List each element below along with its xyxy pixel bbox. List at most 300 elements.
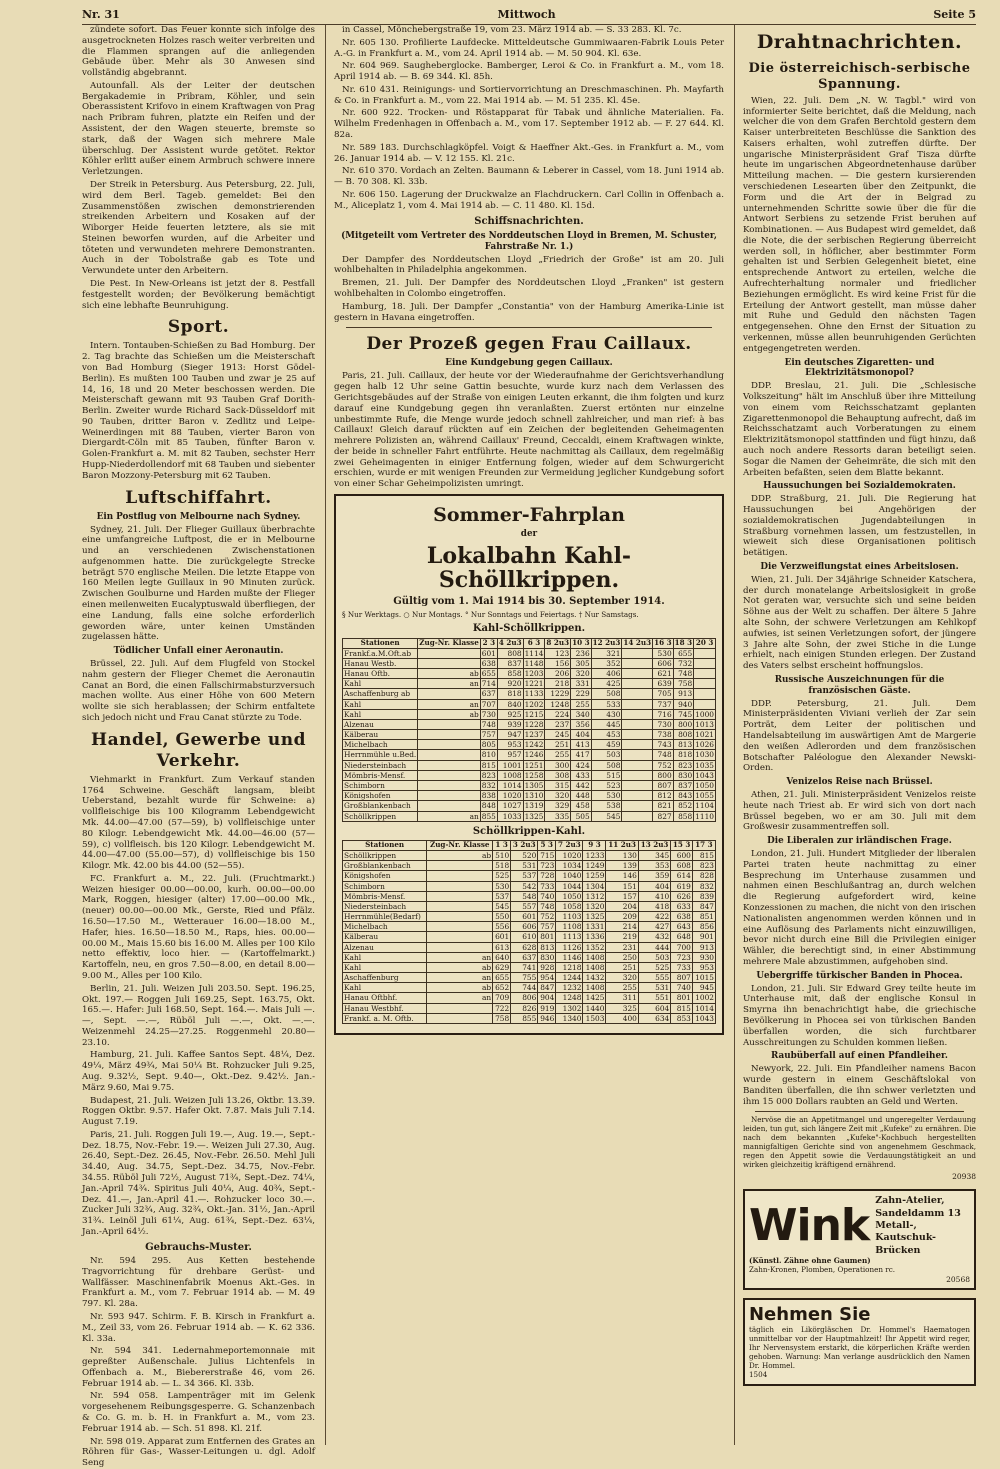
- timetable-cell: 621: [653, 669, 674, 679]
- subheading: Eine Kundgebung gegen Caillaux.: [445, 358, 613, 369]
- timetable-cell: 1040: [556, 871, 583, 881]
- timetable-cell: 545: [591, 811, 622, 821]
- timetable-station: Mömbris-Mensf.: [343, 891, 427, 901]
- timetable-cell: 508: [591, 760, 622, 770]
- timetable-station: Hanau Westb.: [343, 658, 418, 668]
- timetable-cell: 851: [692, 912, 715, 922]
- timetable-cell: 1043: [695, 770, 714, 780]
- timetable-cell: 1055: [695, 791, 714, 801]
- timetable-row: [343, 730, 716, 740]
- timetable-cell: 1008: [497, 770, 523, 780]
- timetable-cell: 413: [571, 740, 592, 750]
- timetable-cell: 518: [493, 861, 511, 871]
- timetable-cell: 1248: [545, 699, 571, 709]
- timetable-station: Niedersteinbach: [343, 760, 418, 770]
- timetable-row: [343, 922, 716, 932]
- timetable-cell: [622, 709, 653, 719]
- timetable-header-cell: 18 3: [674, 637, 693, 647]
- paragraph: Der Dampfer des Norddeutschen Lloyd „Friedrich der Große" ist am 20. Juli wohlbehalten in Philadelphia angekommen.: [334, 254, 724, 276]
- timetable-cell: 459: [591, 740, 622, 750]
- timetable-header-cell: 12 2u3: [592, 637, 621, 647]
- timetable-cell: 520: [511, 851, 538, 861]
- timetable-cell: an: [418, 699, 480, 709]
- timetable-cell: 807: [653, 781, 674, 791]
- timetable-station: Frankf. a. M. Oftb.: [343, 1013, 427, 1023]
- timetable-cell: [427, 912, 493, 922]
- timetable-row: [343, 952, 716, 962]
- timetable-cell: 805: [481, 740, 496, 750]
- timetable-cell: 1030: [695, 750, 714, 760]
- timetable-cell: 741: [511, 962, 538, 972]
- timetable-station: Schöllkrippen: [343, 851, 427, 861]
- timetable-cell: 224: [545, 709, 571, 719]
- paragraph: Wien, 22. Juli. Dem „N. W. Tagbl." wird von informierter Seite berichtet, daß die Meldung, nach welcher die von dem Grafen Berchtold gestern dem Kaiser unterbreiteten Beschlüsse die Sanktion des Kaisers erhalten, wohl zutreffen dürfte. Der ungarische Ministerpräsident Graf Tisza dürfte heute im ungarischen Abgeordnetenhause darüber Mitteilung machen. — Die gestern kursierenden verschiedenen Lesearten über den Zeitpunkt, die Form und die Art der in Belgrad zu unternehmenden Schritte sowie über die für die Antwort Serbiens zu setzende Frist beruhen auf Kombinationen. — Aus Budapest wird gemeldet, daß die Note, die der serbischen Regierung überreicht werden soll, in höflicher, aber bestimmter Form gehalten ist und Serbien Gelegenheit bietet, eine entsprechende Antwort zu erteilen, welche die Aufrechterhaltung normaler und friedlicher Beziehungen ermöglicht. Es wird keine Frist für die Erteilung der Antwort gestellt, man müsse daher mit Ruhe und Geduld den nächsten Tagen entgegensehen. Ohne den Ernst der Situation zu verkennen, müsse allen beunruhigenden Gerüchten entgegengetreten werden.: [742, 95, 976, 354]
- timetable-cell: 542: [511, 881, 538, 891]
- timetable-cell: 231: [606, 942, 638, 952]
- timetable-cell: 714: [481, 679, 496, 689]
- timetable-cell: 920: [497, 679, 523, 689]
- timetable-cell: 1001: [497, 760, 523, 770]
- timetable-cell: 219: [606, 932, 638, 942]
- paragraph: Nr. 606 150. Lagerung der Druckwalze an Flachdruckern. Carl Collin in Offenbach a. M., Aliceplatz 1, vom 4. Mai 1914 ab. — C. 11 480. Kl. 15d.: [334, 189, 724, 211]
- paragraph: Nr. 605 130. Profilierte Laufdecke. Mitteldeutsche Gummiwaaren-Fabrik Louis Peter A.-G. in Frankfurt a. M., vom 24. April 1914 ab. — M. 50 904. Kl. 63e.: [334, 37, 724, 59]
- timetable-cell: 1340: [556, 1013, 583, 1023]
- timetable-cell: 523: [591, 781, 622, 791]
- section-title-handel: Handel, Gewerbe und Verkehr.: [91, 729, 306, 771]
- timetable-cell: [427, 1013, 493, 1023]
- timetable-cell: 329: [545, 801, 571, 811]
- timetable-cell: 453: [591, 730, 622, 740]
- timetable-cell: [427, 871, 493, 881]
- timetable-cell: 1104: [695, 801, 714, 811]
- timetable-cell: 237: [545, 719, 571, 729]
- paragraph: Viehmarkt in Frankfurt. Zum Verkauf standen 1764 Schweine. Geschäft langsam, bleibt Ueberstand, bezahlt wurde für Schweine: a) vollfleischige bis 100 Kilogramm Lebendgewicht Mk. 44.00—47.00 (57—59), b) vollfleischige unter 80 Kilogr. Lebendgewicht Mk. 44.00—46.00 (57—59), c) vollfleisch. bis 120 Kilogr. Lebendgewicht M. 44.00—47.00 (55.00—57), d) vollfleischige bis 150 Kilogr. Mk. 42.00 bis 44.00 (52—55).: [82, 774, 316, 872]
- timetable-cell: 813: [538, 942, 556, 952]
- timetable-cell: 1114: [524, 648, 544, 658]
- timetable-cell: 315: [545, 781, 571, 791]
- timetable-cell: 305: [571, 658, 592, 668]
- timetable-row: [343, 791, 716, 801]
- timetable-row: [343, 699, 716, 709]
- timetable-cell: 848: [481, 801, 496, 811]
- timetable-legend: § Nur Werktags. ○ Nur Montags. ° Nur Sonntags und Feiertags. † Nur Samstags.: [342, 609, 639, 619]
- timetable-cell: 320: [545, 791, 571, 801]
- paragraph: Budapest, 21. Juli. Weizen Juli 13.26, Oktbr. 13.39. Roggen Oktbr. 9.57. Hafer Okt. 7.87. Mais Juli 7.14. August 7.19.: [82, 1095, 316, 1128]
- running-head: [82, 4, 976, 25]
- paragraph: Nr. 594 341. Ledernahmeportemonnaie mit gepreßter Außenschale. Julius Lichtenfels in Offenbach a. M., Biebererstraße 46, vom 26. Februar 1914 ab. — L. 34 366. Kl. 33b.: [82, 1346, 316, 1389]
- timetable-cell: 801: [538, 932, 556, 942]
- timetable-cell: [418, 770, 480, 780]
- timetable-cell: 723: [538, 861, 556, 871]
- timetable-cell: 730: [653, 719, 674, 729]
- timetable-cell: 503: [591, 750, 622, 760]
- timetable-header-cell: Stationen: [343, 638, 418, 648]
- timetable-cell: 548: [511, 891, 538, 901]
- timetable-cell: 1002: [692, 993, 715, 1003]
- paragraph: Nr. 604 969. Saugheberglocke. Bamberger, Leroi & Co. in Frankfurt a. M., vom 18. April 1914 ab. — B. 69 344. Kl. 85h.: [334, 61, 724, 83]
- timetable-cell: 743: [653, 740, 674, 750]
- timetable-cell: 1310: [524, 791, 544, 801]
- timetable-header-cell: 17 3: [692, 841, 715, 851]
- timetable-cell: 1432: [583, 973, 606, 983]
- timetable-cell: an: [418, 811, 480, 821]
- timetable-cell: 418: [638, 901, 670, 911]
- paragraph: Der Streik in Petersburg. Aus Petersburg, 22. Juli, wird dem Berl. Tageb. gemeldet: Bei den Zusammenstößen zwischen demonstrierenden streikenden Arbeitern und Kosaken auf der Wiborger Heide feuerten letztere, als sie mit Steinen beworfen wurden, auf die Arbeiter und töteten und verwundeten mehrere Demonstranten. Auch in der Tobolstraße gab es Tote und Verwundete unter den Arbeitern.: [82, 179, 316, 277]
- timetable-cell: 745: [673, 709, 694, 719]
- timetable-cell: 800: [673, 719, 694, 729]
- timetable-header-cell: 7 2u3: [556, 841, 583, 851]
- timetable-row: [343, 679, 716, 689]
- timetable-header-cell: Stationen: [343, 841, 427, 851]
- advert-code: 20938: [952, 1171, 976, 1181]
- timetable-cell: 945: [692, 983, 715, 993]
- timetable-cell: 1352: [583, 942, 606, 952]
- timetable-cell: 1248: [556, 993, 583, 1003]
- timetable-cell: 1244: [556, 973, 583, 983]
- timetable-cell: 325: [606, 1003, 638, 1013]
- subheading: (Mitgeteilt vom Vertreter des Norddeutschen Lloyd in Bremen, M. Schuster, Fahrstraße Nr. 1.): [341, 230, 717, 252]
- timetable-cell: 525: [493, 871, 511, 881]
- timetable-cell: 331: [571, 679, 592, 689]
- advert-line: Zahn-Atelier, Sandeldamm 13: [875, 1195, 961, 1219]
- timetable-cell: 806: [511, 993, 538, 1003]
- timetable-cell: [694, 679, 716, 689]
- timetable-cell: 634: [638, 1013, 670, 1023]
- timetable-cell: 1312: [583, 891, 606, 901]
- timetable-station: Hanau Oftb.: [343, 669, 418, 679]
- paragraph: Hamburg, 18. Juli. Der Dampfer „Constantia" von der Hamburg Amerika-Linie ist gestern in Havana eingetroffen.: [334, 301, 724, 323]
- timetable-station: Frankf.a.M.Oft.ab: [343, 648, 418, 658]
- timetable-cell: 1050: [695, 781, 714, 790]
- timetable-cell: 913: [692, 942, 715, 952]
- timetable-row: [343, 1003, 716, 1013]
- timetable-row: [343, 689, 716, 699]
- section-title-luftschiffahrt: Luftschiffahrt.: [125, 487, 272, 508]
- timetable-cell: 321: [591, 648, 622, 658]
- timetable-row: [343, 669, 716, 679]
- page-issue-number: Nr. 31: [82, 7, 120, 21]
- timetable-cell: 1202: [524, 699, 544, 709]
- timetable-cell: 838: [481, 791, 496, 801]
- timetable-cell: [418, 689, 480, 699]
- timetable-cell: 1304: [583, 881, 606, 891]
- timetable-cell: 404: [638, 881, 670, 891]
- timetable-cell: 250: [606, 952, 638, 962]
- timetable-cell: 1110: [695, 811, 714, 821]
- timetable-cell: 626: [671, 891, 693, 901]
- timetable-der: der: [520, 528, 538, 539]
- timetable-cell: 604: [638, 1003, 670, 1013]
- timetable-cell: 530: [493, 881, 511, 891]
- timetable-cell: 939: [497, 719, 523, 729]
- timetable-cell: 557: [511, 901, 538, 911]
- paragraph: FC. Frankfurt a. M., 22. Juli. (Fruchtmarkt.) Weizen hiesiger 00.00—00.00, kurh. 00.00—00.00 Mark, Roggen, hiesiger (alter) 17.00—00.00 Mk., (neuer) 00.00—00.00 Mk., Gerste, Ried und Pfälz. 16.50—17.50 M., Wetterauer 16.00—18.00 M., Hafer, hies. 16.50—18.50 M., Raps, hies. 00.00—00.00 M., Mais 15.60 bis 16.00 M. Alles per 100 Kilo netto effektiv, loco hier. — (Kartoffelmarkt.) Kartoffeln, neu, en gros 7.50—8.00, en detail 8.00—9.00 M., Alles per 100 Kilo.: [82, 873, 316, 981]
- timetable-cell: ab: [418, 709, 480, 719]
- timetable-cell: 352: [591, 658, 622, 668]
- timetable-cell: 1320: [583, 901, 606, 911]
- timetable-cell: [622, 719, 653, 729]
- timetable-cell: 733: [538, 881, 556, 891]
- paragraph: London, 21. Juli. Hundert Mitglieder der liberalen Partei traten heute nachmittag zu einer Besprechung im Unterhause zusammen und nahmen einen Beschlußantrag an, durch welchen die Regierung aufgefordert wird, keine Konzessionen zu machen, die nicht von den irischen Nationalisten angenommen werden können und in eine Auflösung des Parlaments nicht einzuwilligen, bevor nicht durch eine Bill die Privilegien einiger Wähler, die berechtigt sind, in einer Abstimmung mehrere Male abzustimmen, aufgehoben sind.: [742, 849, 976, 967]
- timetable-station: Kälberau: [343, 932, 427, 942]
- timetable-station: Großblankenbach: [343, 801, 418, 811]
- subheading-schiffsnachrichten: Schiffsnachrichten.: [474, 215, 584, 227]
- timetable-cell: 1034: [556, 861, 583, 871]
- timetable-cell: [622, 658, 653, 668]
- timetable-cell: [427, 942, 493, 952]
- timetable-station: Michelbach: [343, 922, 427, 932]
- timetable-cell: 218: [545, 679, 571, 689]
- timetable-cell: [427, 891, 493, 901]
- timetable-station: Großblankenbach: [343, 861, 427, 871]
- timetable-cell: 830: [538, 952, 556, 962]
- timetable-cell: 606: [511, 922, 538, 932]
- timetable-cell: 601: [481, 648, 496, 658]
- timetable-station: Niedersteinbach: [343, 901, 427, 911]
- timetable-cell: 1331: [583, 922, 606, 932]
- timetable-cell: [622, 730, 653, 740]
- timetable-station: Mömbris-Mensf.: [343, 770, 418, 780]
- timetable-direction-1: Kahl-Schöllkrippen.: [472, 623, 586, 635]
- timetable-row: [343, 983, 716, 993]
- timetable-cell: 655: [481, 669, 496, 679]
- timetable-cell: [622, 811, 653, 821]
- timetable-cell: 740: [671, 983, 693, 993]
- subheading: Ein deutsches Zigaretten- und Elektrizitätsmonopol?: [784, 357, 935, 379]
- timetable-cell: 308: [545, 770, 571, 780]
- timetable-cell: ab: [427, 962, 493, 972]
- timetable-cell: 550: [493, 912, 511, 922]
- advert-kufeke: Nervöse die an Appetitmangel und ungeregelter Verdauung leiden, tun gut, sich längere Zeit mit „Kufeke" zu ernähren. Die nach dem bekannten „Kufeke"-Kochbuch hergestellten mannigfaltigen Gerichte sind von angenehmem Geschmack, regen den Appetit sowie die Verdauungstätigkeit an und wirken gleichzeitig kräftigend ernährend.: [742, 1115, 976, 1169]
- paragraph: Wien, 21. Juli. Der 34jährige Schneider Katschera, der durch monatelange Arbeitslosigkeit in große Not geraten war, versuchte sich und seine beiden Söhne aus der Welt zu schaffen. Der ältere 5 Jahre alte Sohn, der schwere Verletzungen am Kehlkopf aufwies, ist seinen Verletzungen sofort, der jüngere 3 Jahre alte Sohn, der zwei Stiche in die Lunge erhielt, nach einigen Stunden erlegen. Der Zustand des Vaters selbst erscheint hoffnungslos.: [742, 574, 976, 672]
- timetable-cell: [694, 658, 716, 668]
- timetable-cell: 808: [673, 730, 694, 740]
- paragraph: Paris, 21. Juli. Roggen Juli 19.—, Aug. 19.—, Sept.-Dez. 18.75, Nov.-Febr. 19.—. Weizen Juli 27.30, Aug. 26.40, Sept.-Dez. 26.45, Nov.-Febr. 26.50. Mehl Juli 34.40, Aug. 34.75, Sept.-Dez. 34.75, Nov.-Febr. 34.55. Rüböl Juli 72½, August 71¾, Sept.-Dez. 74¼, Jan.-April 74¾. Spiritus Juli 40¼, Aug. 40¾, Sept.-Dez. 41.—, Jan.-April 41.—. Rohzucker loco 30.—. Zucker Juli 32¾, Aug. 32¾, Okt.-Jan. 31½, Jan.-April 31¾. Leinöl Juli 61¼, Aug. 61¾, Sept.-Dez. 63¼, Jan.-April 64½.: [82, 1129, 316, 1237]
- timetable-station: Kahl: [343, 679, 418, 689]
- timetable-cell: 628: [511, 942, 538, 952]
- paragraph: Newyork, 22. Juli. Ein Pfandleiher namens Bacon wurde gestern in einem Geschäftslokal von Banditen überfallen, die ihn schwer verletzten und ihm 15 000 Dollars raubten an Geld und Werten.: [742, 1064, 976, 1107]
- timetable-cell: 800: [653, 770, 674, 780]
- timetable-cell: 855: [511, 1013, 538, 1023]
- paragraph: Die Pest. In New-Orleans ist jetzt der 8. Pestfall festgestellt worden; der Bevölkerung bemächtigt sich eine lebhafte Beunruhigung.: [82, 278, 316, 311]
- subheading: Uebergriffe türkischer Banden in Phocea.: [756, 970, 963, 981]
- timetable-cell: 1014: [497, 781, 523, 791]
- timetable-cell: [427, 901, 493, 911]
- timetable-cell: 812: [653, 791, 674, 801]
- timetable-cell: 1503: [583, 1013, 606, 1023]
- timetable-cell: 919: [538, 1003, 556, 1013]
- timetable-cell: 600: [671, 851, 693, 861]
- timetable-cell: 728: [538, 871, 556, 881]
- timetable-cell: 340: [571, 709, 592, 719]
- timetable-station: Kahl: [343, 983, 427, 993]
- timetable-cell: 744: [511, 983, 538, 993]
- timetable-row: [343, 912, 716, 922]
- timetable-cell: 815: [481, 760, 496, 770]
- timetable-cell: 510: [493, 851, 511, 861]
- timetable-cell: 700: [671, 942, 693, 952]
- timetable-cell: 748: [481, 719, 496, 729]
- timetable-cell: 643: [671, 922, 693, 932]
- timetable-cell: 1000: [695, 709, 714, 719]
- timetable-cell: 422: [638, 912, 670, 922]
- advert-wink-text: [875, 1195, 970, 1257]
- timetable-cell: 655: [493, 973, 511, 983]
- timetable-cell: 832: [481, 781, 496, 790]
- timetable-header-cell: 2 3: [480, 638, 497, 648]
- timetable-cell: 356: [571, 719, 592, 729]
- timetable-cell: 555: [638, 973, 670, 983]
- timetable-cell: 556: [493, 922, 511, 932]
- timetable-cell: 359: [638, 871, 670, 881]
- timetable-cell: [622, 770, 653, 780]
- timetable-header-cell: 15 3: [671, 841, 693, 851]
- timetable-cell: ab: [427, 851, 493, 861]
- timetable-cell: 619: [671, 881, 693, 891]
- advert-wink-logo: Wink: [748, 1200, 870, 1252]
- advert-hommel: [743, 1298, 976, 1386]
- timetable-cell: 608: [671, 861, 693, 871]
- paragraph: London, 21. Juli. Sir Edward Grey teilte heute im Unterhause mit, daß der englische Konsul in Smyrna ihn benachrichtigt habe, die griechische Bevölkerung in Phocea sei von türkischen Banden überfallen worden, die sich furchtbarer Ausschreitungen zu Schulden kommen ließen.: [742, 983, 976, 1048]
- timetable-cell: [418, 760, 480, 770]
- timetable-station: Hanau Oftbhf.: [343, 993, 427, 1003]
- timetable-cell: [622, 801, 653, 811]
- timetable-cell: 255: [545, 750, 571, 760]
- timetable-cell: 821: [653, 801, 674, 811]
- timetable-title-line: Lokalbahn Kahl-Schöllkrippen.: [426, 542, 632, 593]
- timetable-cell: 640: [493, 952, 511, 962]
- timetable-header-cell: 4 2u3: [498, 637, 522, 647]
- timetable-cell: [694, 699, 716, 709]
- timetable-row: [343, 871, 716, 881]
- timetable-cell: 255: [606, 983, 638, 993]
- timetable-cell: [427, 1003, 493, 1013]
- timetable-cell: 538: [591, 801, 622, 811]
- timetable-cell: 637: [481, 689, 496, 699]
- timetable-cell: 818: [673, 750, 694, 760]
- timetable-header-cell: 13 2u3: [638, 841, 670, 851]
- timetable-cell: 904: [538, 993, 556, 1003]
- timetable-header-cell: 20 3: [694, 638, 716, 648]
- timetable-station: Kälberau: [343, 730, 418, 740]
- timetable-cell: 815: [692, 851, 715, 861]
- timetable-cell: 1058: [556, 901, 583, 911]
- timetable-cell: 832: [692, 881, 715, 891]
- timetable-cell: 737: [653, 699, 674, 709]
- timetable-cell: 123: [545, 648, 571, 658]
- timetable-cell: 1408: [583, 952, 606, 962]
- timetable-cell: 335: [545, 811, 571, 821]
- timetable-cell: 601: [511, 912, 538, 922]
- timetable-cell: 613: [493, 942, 511, 952]
- page-weekday: Mittwoch: [497, 7, 556, 21]
- timetable-cell: an: [427, 993, 493, 1003]
- timetable-validity: Gültig vom 1. Mai 1914 bis 30. September 1914.: [393, 596, 665, 608]
- timetable-cell: [622, 648, 653, 658]
- paragraph: Nr. 594 058. Lampenträger mit im Gelenk vorgesehenem Reibungsgesperre. G. Schanzenbach & Co. G. m. b. H. in Frankfurt a. M., vom 23. Februar 1914 ab. — Sch. 51 898. Kl. 21f.: [82, 1391, 316, 1434]
- timetable-cell: [694, 689, 716, 699]
- timetable-cell: 847: [692, 901, 715, 911]
- timetable-cell: 1305: [524, 781, 544, 790]
- timetable-row: [343, 942, 716, 952]
- timetable-cell: 716: [653, 709, 674, 719]
- timetable-header-cell: 14 2u3: [623, 637, 652, 647]
- timetable-cell: 353: [638, 861, 670, 871]
- timetable-header-cell: Zug-Nr. Klasse: [419, 637, 479, 647]
- paragraph: DDP. Petersburg, 21. Juli. Dem Ministerpräsidenten Viviani verlieh der Zar sein Porträt, dem Leiter der politischen und Handelsabteilung im auswärtigen Amt de Margerie den weißen Adlerorden und dem französischen Botschafter Paléologue den Alexander Newski-Orden.: [742, 698, 976, 774]
- timetable-cell: 610: [511, 932, 538, 942]
- paragraph: Berlin, 21. Juli. Weizen Juli 203.50. Sept. 196.25, Okt. 197.— Roggen Juli 169.25, Sept. 163.75, Okt. 165.—. Hafer: Juli 168.50, Sept. 164.—. Mais Juli —.—, Sept. —.—, Rüböl Juli —.—, Okt. —.—. Weizenmehl 24.25—27.25. Roggenmehl 20.80—23.10.: [82, 983, 316, 1048]
- timetable-cell: an: [427, 952, 493, 962]
- timetable-header-cell: 3 2u3: [511, 841, 538, 851]
- timetable-cell: 545: [493, 901, 511, 911]
- paragraph: Nr. 593 947. Schirm. F. B. Kirsch in Frankfurt a. M., Zeil 33, vom 26. Februar 1914 ab. — K. 62 336. Kl. 33a.: [82, 1311, 316, 1344]
- paragraph: Athen, 21. Juli. Ministerpräsident Venizelos reiste heute nach Triest ab. Er wird sich von dort nach Brüssel begeben, wo er am 30. Juli mit dem Großwesir zusammentreffen soll.: [742, 790, 976, 833]
- timetable-cell: [418, 719, 480, 729]
- timetable-cell: 601: [493, 932, 511, 942]
- timetable-row: [343, 770, 716, 780]
- timetable-cell: 530: [653, 648, 674, 658]
- timetable-cell: 1035: [695, 760, 714, 770]
- timetable-cell: 1148: [524, 658, 544, 668]
- timetable-cell: 606: [653, 658, 674, 668]
- timetable-row: [343, 781, 716, 791]
- timetable-header-cell: Zug-Nr. Klasse: [427, 841, 493, 851]
- timetable-cell: 433: [571, 770, 592, 780]
- timetable-cell: 758: [493, 1013, 511, 1023]
- timetable-cell: 901: [692, 932, 715, 942]
- page-number: Seite 5: [933, 7, 976, 21]
- timetable-cell: 157: [606, 891, 638, 901]
- timetable-cell: 637: [511, 952, 538, 962]
- timetable-cell: 752: [653, 760, 674, 770]
- timetable-cell: 530: [591, 791, 622, 801]
- timetable-cell: 1146: [556, 952, 583, 962]
- timetable-cell: 525: [638, 962, 670, 972]
- timetable-cell: [622, 669, 653, 679]
- timetable-cell: 251: [606, 962, 638, 972]
- timetable-cell: 448: [571, 791, 592, 801]
- timetable-cell: 858: [673, 811, 694, 821]
- timetable-kahl-schoellkrippen: [342, 638, 716, 822]
- timetable-cell: 733: [671, 962, 693, 972]
- column-2: [325, 25, 724, 1445]
- timetable-cell: 410: [638, 891, 670, 901]
- timetable-cell: 629: [493, 962, 511, 972]
- timetable-cell: 430: [591, 709, 622, 719]
- timetable-cell: 748: [673, 669, 694, 679]
- timetable-cell: 458: [571, 801, 592, 811]
- advert-wink-row: [749, 1195, 970, 1257]
- timetable-cell: 1249: [583, 861, 606, 871]
- timetable-cell: [622, 760, 653, 770]
- advert-hommel-title: Nehmen Sie: [748, 1304, 871, 1326]
- timetable-cell: 320: [606, 973, 638, 983]
- timetable-cell: 1033: [497, 811, 523, 821]
- timetable-cell: 345: [638, 851, 670, 861]
- timetable-cell: 847: [538, 983, 556, 993]
- timetable-cell: 722: [493, 1003, 511, 1013]
- timetable-cell: 826: [511, 1003, 538, 1013]
- advert-hommel-text: täglich ein Likörgläschen Dr. Hommel's Haematogen unmittelbar vor der Hauptmahlzeit! Ihr Appetit wird reger, Ihr Nervensystem erstarkt, die körperlichen Kräfte werden gehoben. Warnung: Man verlange ausdrücklich den Namen Dr. Hommel.: [748, 1325, 970, 1371]
- timetable-cell: 1021: [695, 730, 714, 740]
- timetable-cell: [427, 922, 493, 932]
- timetable-station: Aschaffenburg: [343, 973, 427, 983]
- timetable-cell: 856: [692, 922, 715, 932]
- timetable-cell: [694, 669, 716, 679]
- timetable-cell: 1218: [556, 962, 583, 972]
- subheading: Russische Auszeichnungen für die französischen Gäste.: [774, 674, 945, 696]
